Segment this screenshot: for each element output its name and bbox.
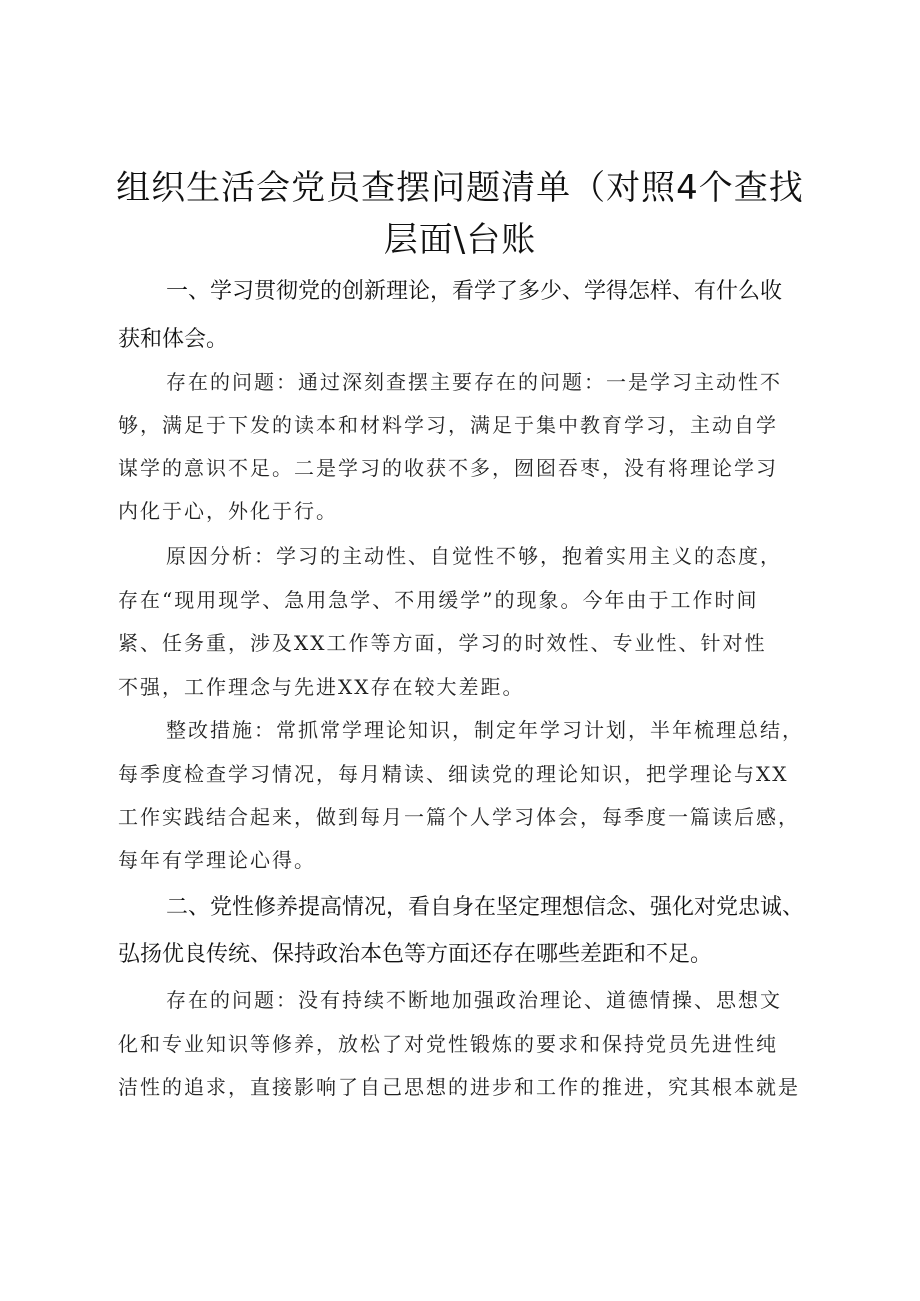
document-title-line-1: 组织生活会党员查摆问题清单（对照4个查找 <box>116 168 804 208</box>
section1-heading-line-2: 获和体会。 <box>118 327 229 352</box>
section1-causes-line-1: 原因分析：学习的主动性、自觉性不够，抱着实用主义的态度， <box>166 544 782 568</box>
section2-problems-line-2: 化和专业知识等修养，放松了对党性锻炼的要求和保持党员先进性纯 <box>118 1032 778 1056</box>
section1-causes-line-4: 不强，工作理念与先进XX存在较大差距。 <box>118 675 525 699</box>
section1-measures-line-3: 工作实践结合起来，做到每月一篇个人学习体会，每季度一篇读后感， <box>118 805 800 829</box>
section1-causes-line-2: 存在“现用现学、急用急学、不用缓学”的现象。今年由于工作时间 <box>118 588 759 612</box>
section1-problems-line-3: 谋学的意识不足。二是学习的收获不多，囫囵吞枣，没有将理论学习 <box>118 456 778 480</box>
section2-heading-line-1: 二、党性修养提高情况，看自身在坚定理想信念、强化对党忠诚、 <box>166 895 805 920</box>
section1-problems-line-1: 存在的问题：通过深刻查摆主要存在的问题：一是学习主动性不 <box>166 370 782 394</box>
document-title-line-2: 层面\台账 <box>383 220 537 260</box>
section2-heading-line-2: 弘扬优良传统、保持政治本色等方面还存在哪些差距和不足。 <box>118 942 713 967</box>
section1-measures-line-4: 每年有学理论心得。 <box>118 848 316 872</box>
section1-problems-line-2: 够，满足于下发的读本和材料学习，满足于集中教育学习，主动自学 <box>118 413 778 437</box>
section1-measures-line-2: 每季度检查学习情况，每月精读、细读党的理论知识，把学理论与XX <box>118 762 789 786</box>
section2-problems-line-1: 存在的问题：没有持续不断地加强政治理论、道德情操、思想文 <box>166 988 782 1012</box>
section1-measures-line-1: 整改措施：常抓常学理论知识，制定年学习计划，半年梳理总结， <box>166 718 804 742</box>
section1-causes-line-3: 紧、任务重，涉及XX工作等方面，学习的时效性、专业性、针对性 <box>118 631 767 655</box>
section1-heading-line-1: 一、学习贯彻党的创新理论，看学了多少、学得怎样、有什么收 <box>166 279 783 304</box>
section2-problems-line-3: 洁性的追求，直接影响了自己思想的进步和工作的推进，究其根本就是 <box>118 1075 800 1099</box>
section1-problems-line-4: 内化于心，外化于行。 <box>118 499 338 523</box>
